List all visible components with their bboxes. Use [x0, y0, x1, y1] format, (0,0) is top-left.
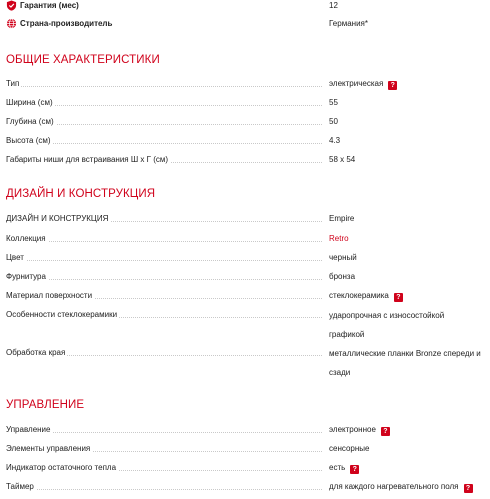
spec-label — [6, 424, 324, 436]
spec-label-text: Управление — [6, 425, 51, 434]
spec-label-text: Высота (см) — [6, 136, 51, 145]
spec-value — [329, 344, 484, 382]
spec-row — [4, 347, 490, 383]
spec-row — [4, 252, 490, 268]
spec-value: 4.3 — [329, 136, 341, 145]
spec-label-text: Страна-производитель — [20, 19, 113, 28]
spec-label — [6, 154, 324, 166]
spec-row — [4, 290, 490, 306]
spec-label-text: Обработка края — [6, 348, 66, 357]
spec-value: 55 — [329, 98, 338, 107]
spec-value — [329, 306, 484, 344]
spec-row — [4, 135, 490, 151]
spec-value: электрическая ? — [329, 78, 484, 90]
spec-value-line: графикой — [329, 330, 365, 339]
question-icon[interactable]: ? — [381, 427, 390, 436]
spec-label-text: Цвет — [6, 253, 24, 262]
spec-value: для каждого нагревательного поля ? — [329, 481, 484, 493]
section-title-general: ОБЩИЕ ХАРАКТЕРИСТИКИ — [6, 54, 160, 66]
globe-icon — [6, 18, 17, 29]
spec-row — [4, 481, 490, 497]
spec-label — [6, 347, 324, 359]
shield-check-icon — [6, 0, 17, 11]
spec-label — [6, 462, 324, 474]
spec-value-line: металлические планки Bronze спереди и — [329, 349, 481, 358]
spec-value: 58 x 54 — [329, 155, 356, 164]
spec-value: стеклокерамика ? — [329, 290, 484, 302]
spec-row — [4, 462, 490, 478]
spec-value: черный — [329, 253, 357, 262]
spec-value: электронное ? — [329, 424, 484, 436]
question-icon[interactable]: ? — [350, 465, 359, 474]
spec-value: Empire — [329, 214, 355, 223]
section-title-control: УПРАВЛЕНИЕ — [6, 399, 85, 411]
spec-label — [6, 78, 324, 90]
spec-row — [4, 116, 490, 132]
spec-label — [20, 18, 338, 30]
spec-value: есть ? — [329, 462, 484, 474]
spec-label-text: Глубина (см) — [6, 117, 54, 126]
collection-link[interactable]: Retro — [329, 234, 349, 243]
spec-label-text: Материал поверхности — [6, 291, 93, 300]
spec-row — [4, 443, 490, 459]
spec-label-text: Габариты ниши для встраивания Ш х Г (см) — [6, 155, 169, 164]
spec-row — [4, 213, 490, 229]
spec-label — [6, 135, 324, 147]
spec-row-warranty — [4, 0, 490, 16]
spec-label — [6, 290, 324, 302]
spec-label-text: Особенности стеклокерамики — [6, 310, 118, 319]
spec-label-text: ДИЗАЙН И КОНСТРУКЦИЯ — [6, 214, 109, 223]
spec-label — [6, 116, 324, 128]
spec-label — [6, 443, 324, 455]
spec-label — [6, 233, 324, 245]
spec-label — [6, 481, 324, 493]
spec-label-text: Тип — [6, 79, 20, 88]
spec-label-text: Индикатор остаточного тепла — [6, 463, 117, 472]
spec-row — [4, 424, 490, 440]
spec-label — [6, 309, 324, 321]
spec-value-line: сзади — [329, 368, 351, 377]
spec-label-text: Гарантия (мес) — [20, 1, 79, 10]
spec-row — [4, 309, 490, 345]
spec-row — [4, 233, 490, 249]
section-title-design: ДИЗАЙН И КОНСТРУКЦИЯ — [6, 188, 156, 200]
spec-label-text: Ширина (см) — [6, 98, 53, 107]
spec-label — [6, 252, 324, 264]
spec-value: бронза — [329, 272, 356, 281]
spec-value: сенсорные — [329, 444, 370, 453]
spec-label — [6, 271, 324, 283]
question-icon[interactable]: ? — [464, 484, 473, 493]
spec-value: 50 — [329, 117, 338, 126]
spec-value: 12 — [329, 1, 338, 10]
question-icon[interactable]: ? — [388, 81, 397, 90]
spec-label — [20, 0, 338, 12]
spec-label — [6, 213, 324, 225]
spec-row — [4, 154, 490, 170]
spec-label-text: Элементы управления — [6, 444, 91, 453]
spec-label-text: Фурнитура — [6, 272, 46, 281]
spec-row — [4, 271, 490, 287]
spec-label-text: Таймер — [6, 482, 34, 491]
spec-value-line: ударопрочная с износостойкой — [329, 311, 445, 320]
spec-row — [4, 97, 490, 113]
question-icon[interactable]: ? — [394, 293, 403, 302]
spec-row-country — [4, 18, 490, 34]
spec-row — [4, 78, 490, 94]
spec-label — [6, 97, 324, 109]
spec-label-text: Коллекция — [6, 234, 46, 243]
spec-value: Германия* — [329, 19, 368, 28]
